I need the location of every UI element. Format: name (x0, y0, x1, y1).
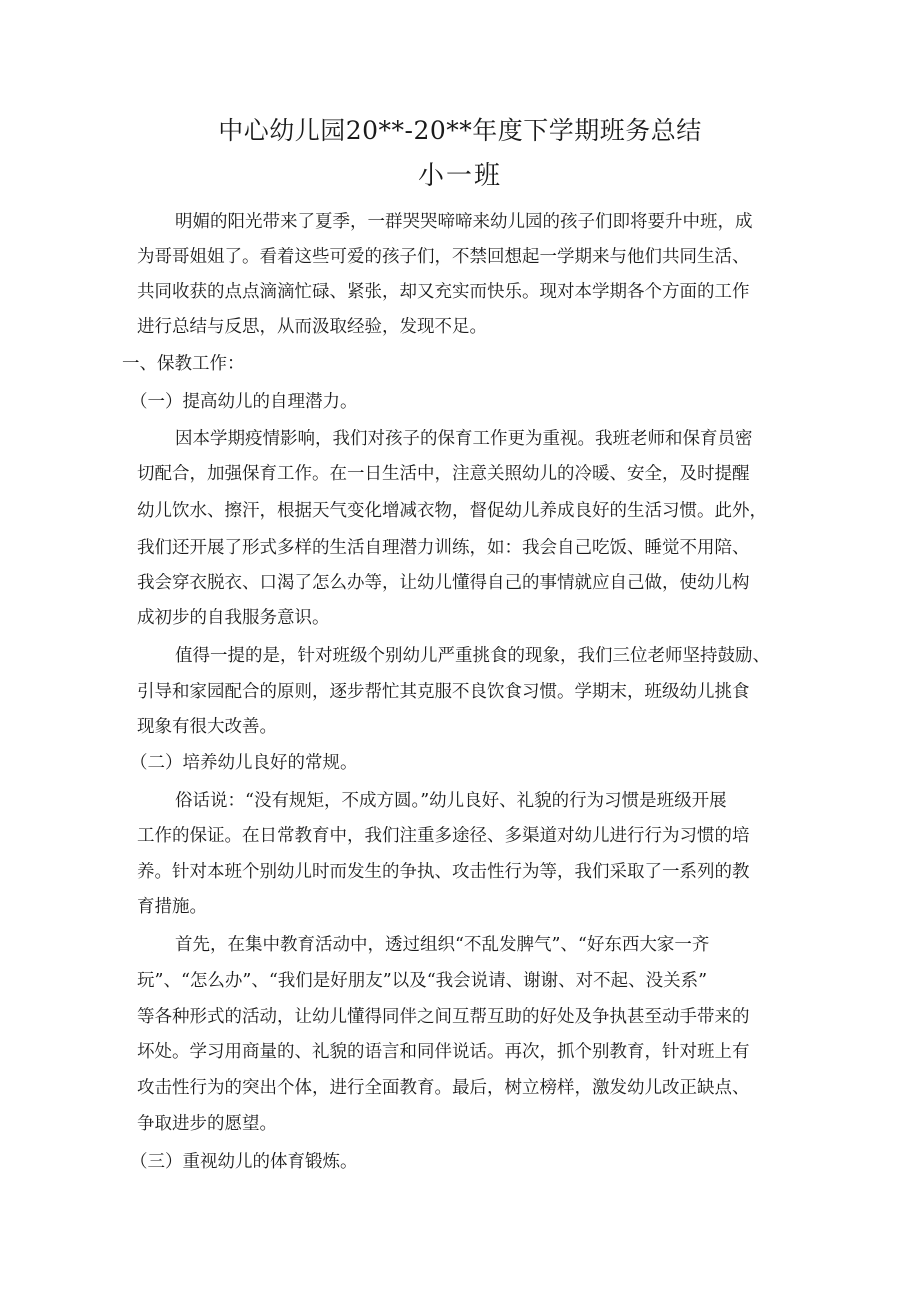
paragraph-line: 我们还开展了形式多样的生活自理潜力训练，如：我会自己吃饭、睡觉不用陪、 (137, 538, 750, 558)
subsection-heading: （二）培养幼儿良好的常规。 (130, 753, 358, 773)
paragraph-line: 因本学期疫情影响，我们对孩子的保育工作更为重视。我班老师和保育员密 (175, 429, 753, 449)
paragraph-line: 共同收获的点点滴滴忙碌、紧张，却又充实而快乐。现对本学期各个方面的工作 (137, 282, 750, 302)
paragraph-line: 玩”、“怎么办”、“我们是好朋友”以及“我会说请、谢谢、对不起、没关系” (137, 971, 708, 991)
section-heading: 一、保教工作： (122, 354, 245, 374)
paragraph-line: 我会穿衣脱衣、口渴了怎么办等，让幼儿懂得自己的事情就应自己做，使幼儿构 (137, 573, 750, 593)
subsection-heading: （三）重视幼儿的体育锻炼。 (130, 1152, 358, 1172)
paragraph-line: 现象有很大改善。 (137, 717, 277, 737)
paragraph-line: 为哥哥姐姐了。看着这些可爱的孩子们，不禁回想起一学期来与他们共同生活、 (137, 247, 750, 267)
subsection-heading: （一）提高幼儿的自理潜力。 (130, 392, 358, 412)
paragraph-line: 工作的保证。在日常教育中，我们注重多途径、多渠道对幼儿进行行为习惯的培 (137, 826, 750, 846)
paragraph-line: 等各种形式的活动，让幼儿懂得同伴之间互帮互助的好处及争执甚至动手带来的 (137, 1007, 750, 1027)
paragraph-line: 成初步的自我服务意识。 (137, 608, 330, 628)
paragraph-line: 幼儿饮水、擦汗，根据天气变化增减衣物，督促幼儿养成良好的生活习惯。此外， (137, 501, 767, 521)
paragraph-line: 攻击性行为的突出个体，进行全面教育。最后，树立榜样，激发幼儿改正缺点、 (137, 1078, 750, 1098)
paragraph-line: 明媚的阳光带来了夏季，一群哭哭啼啼来幼儿园的孩子们即将要升中班，成 (175, 212, 753, 232)
paragraph-line: 坏处。学习用商量的、礼貌的语言和同伴说话。再次，抓个别教育，针对班上有 (137, 1042, 750, 1062)
paragraph-line: 俗话说：“没有规矩，不成方圆。”幼儿良好、礼貌的行为习惯是班级开展 (175, 791, 727, 811)
paragraph-line: 引导和家园配合的原则，逐步帮忙其克服不良饮食习惯。学期末，班级幼儿挑食 (137, 682, 750, 702)
paragraph-line: 值得一提的是，针对班级个别幼儿严重挑食的现象，我们三位老师坚持鼓励、 (175, 646, 770, 666)
paragraph-line: 争取进步的愿望。 (137, 1114, 277, 1134)
paragraph-line: 育措施。 (137, 897, 207, 917)
paragraph-line: 首先，在集中教育活动中，透过组织“不乱发脾气”、“好东西大家一齐 (175, 935, 710, 955)
document-title: 中心幼儿园20**-20**年度下学期班务总结 (218, 116, 702, 145)
paragraph-line: 进行总结与反思，从而汲取经验，发现不足。 (137, 317, 487, 337)
document-subtitle: 小一班 (417, 161, 502, 191)
paragraph-line: 养。针对本班个别幼儿时而发生的争执、攻击性行为等，我们采取了一系列的教 (137, 862, 750, 882)
paragraph-line: 切配合，加强保育工作。在一日生活中，注意关照幼儿的冷暖、安全，及时提醒 (137, 464, 750, 484)
